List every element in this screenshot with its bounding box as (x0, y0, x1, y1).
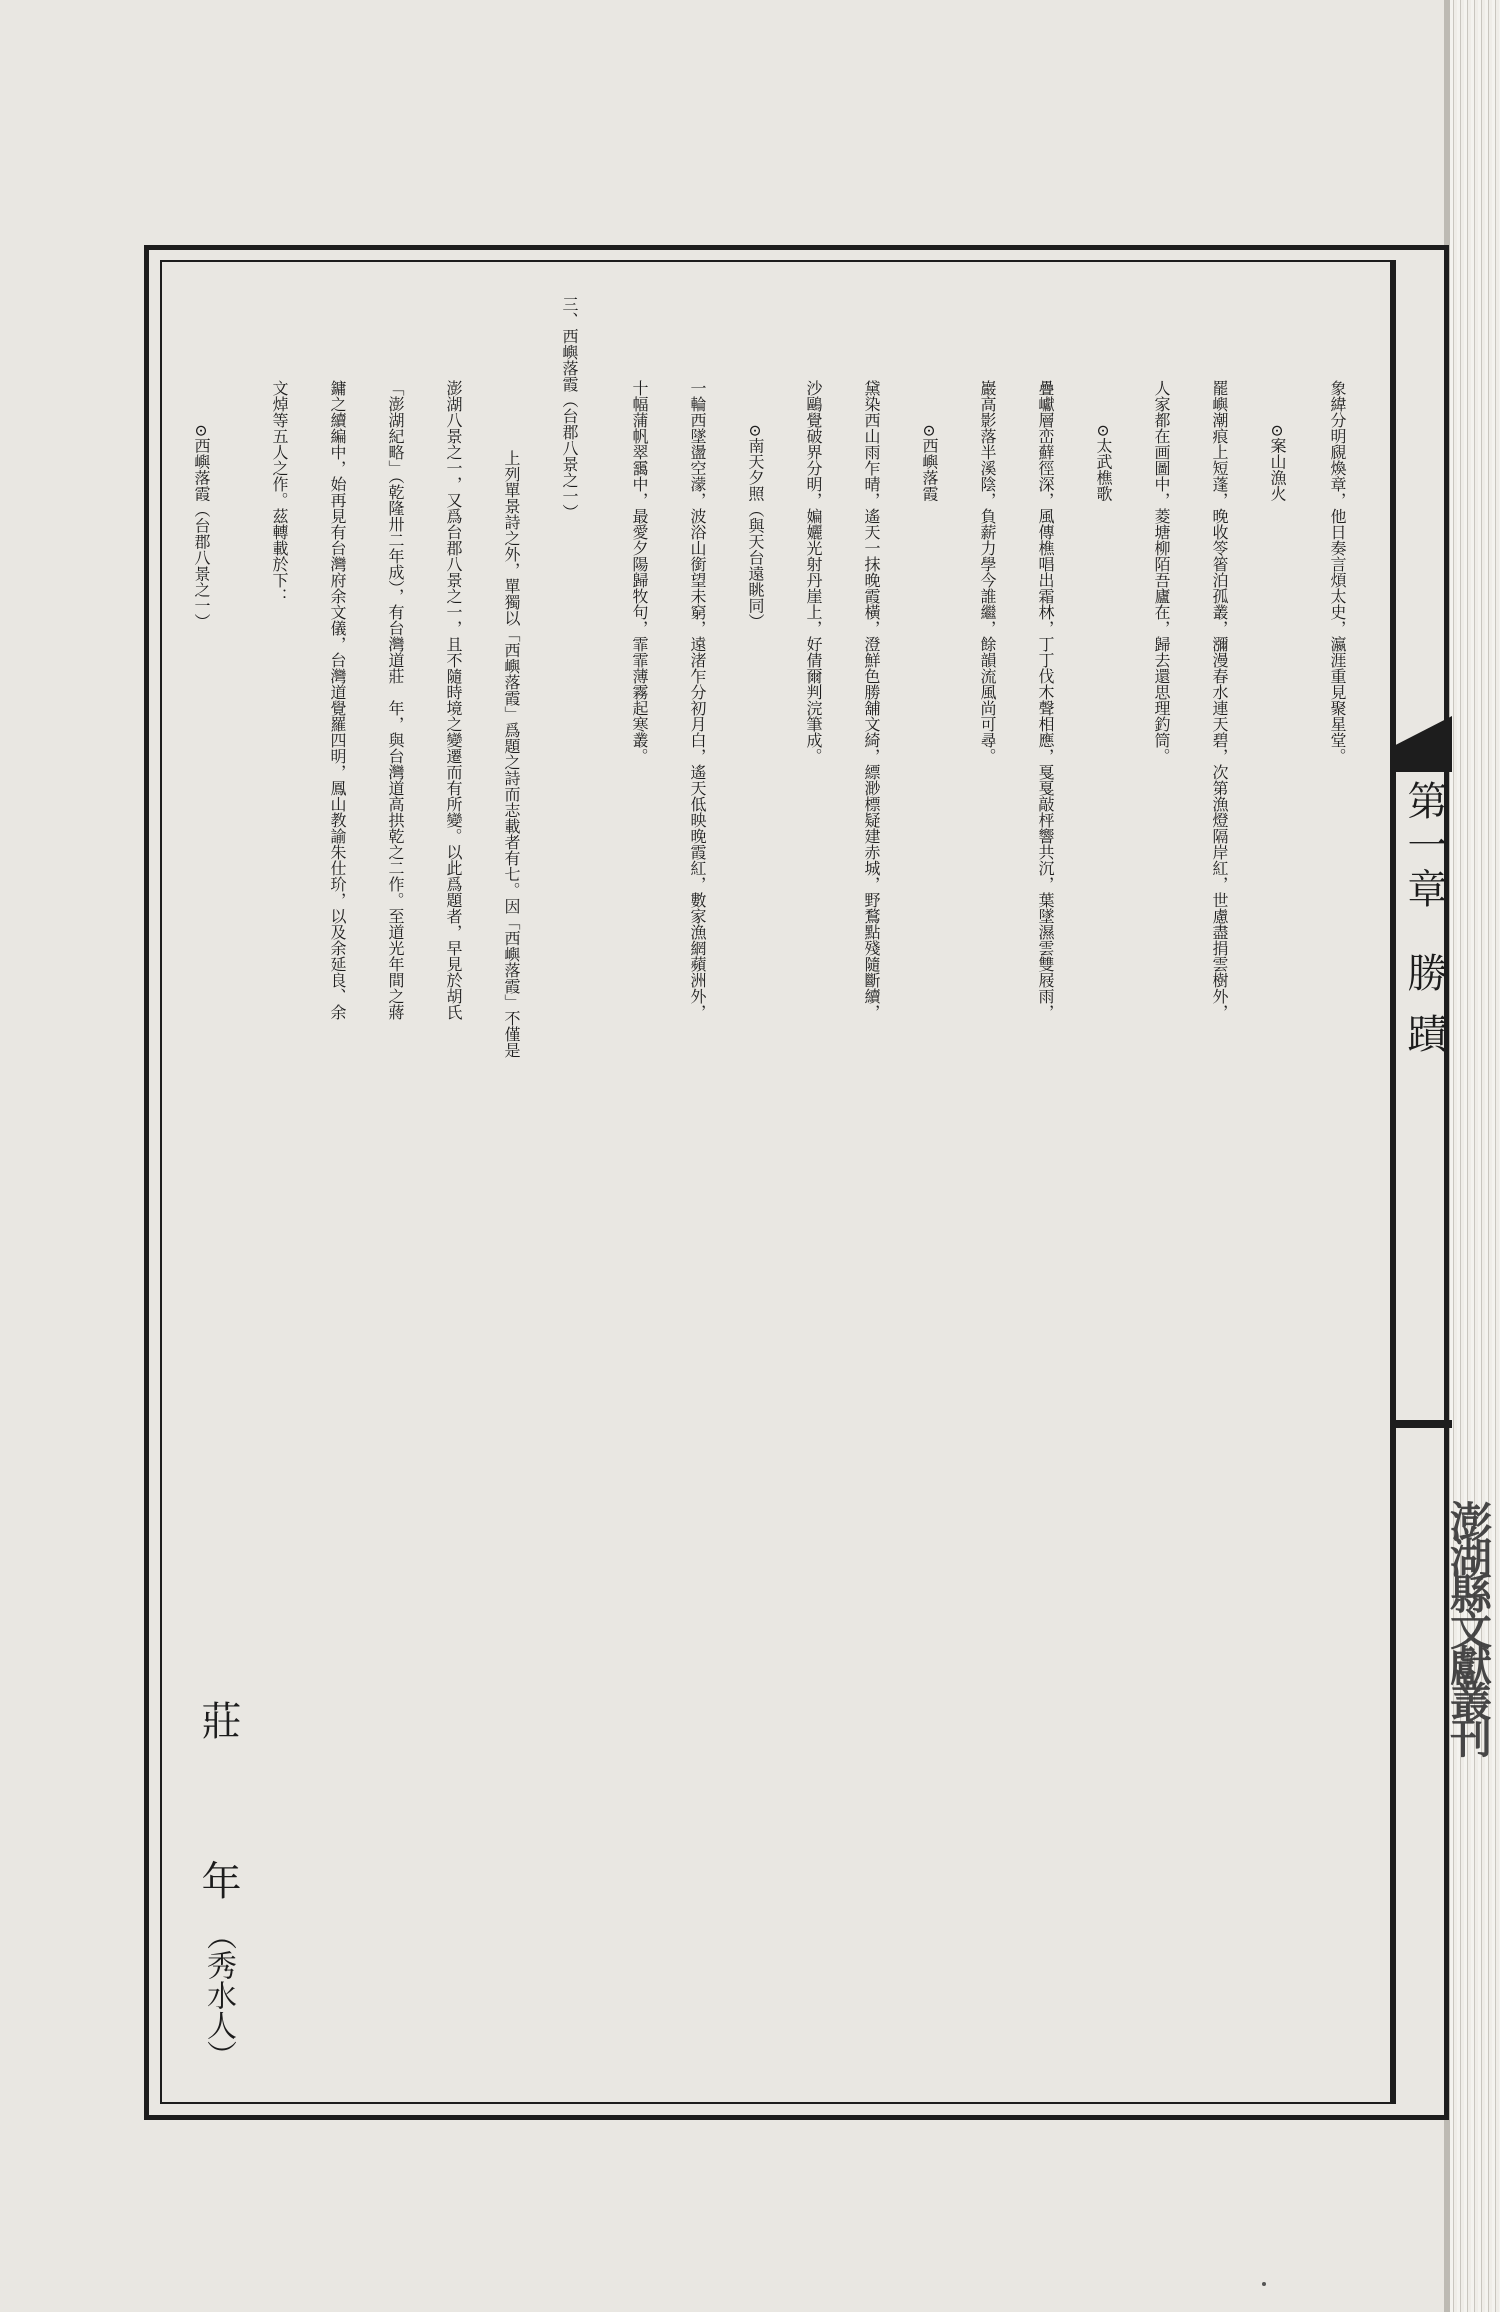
text-column: 十幅蒲帆翠靄中，最愛夕陽歸牧句，霏霏薄霧起寒叢。 (630, 380, 649, 764)
text-column: 上列單景詩之外，單獨以「西嶼落霞」爲題之詩而志載者有七。因「西嶼落霞」不僅是 (502, 450, 521, 1058)
text-column: 一輪西墜盪空濛，波浴山銜望未窮，遠渚乍分初月白，遙天低映晚霞紅，數家漁網蘋洲外， (688, 380, 707, 1020)
author-name: 莊 (195, 1700, 241, 1740)
text-column: 文焯等五人之作。茲轉載於下： (270, 380, 289, 604)
text-column: 鏞之續編中，始再見有台灣府余文儀，台灣道覺羅四明，鳳山教諭朱仕玠，以及余延良、余 (328, 380, 347, 1020)
edge-bleed-text: 澎湖縣文獻叢刊 (1444, 1500, 1493, 1752)
author-name-suffix: 年 (195, 1860, 241, 1900)
running-header (1398, 780, 1450, 1057)
paper-speck (1262, 2282, 1266, 2286)
text-column: 巖高影落半溪陰，負薪力學今誰繼，餘韻流風尚可尋。 (978, 380, 997, 764)
poem-heading: ⊙太武樵歌 (1094, 424, 1113, 502)
chapter-label: 第一章 (1401, 780, 1447, 912)
chapter-title: 勝 蹟 (1401, 952, 1447, 1057)
author-origin: （秀水人） (201, 1920, 236, 2070)
text-column: 象緯分明覛煥章，他日奏言煩太史，瀛涯重見聚星堂。 (1328, 380, 1347, 764)
text-column: 澎湖八景之一，又爲台郡八景之一，且不隨時境之變遷而有所變。以此爲題者，早見於胡氏 (444, 380, 463, 1020)
poem-heading: ⊙西嶼落霞（台郡八景之一） (192, 424, 211, 630)
poem-heading: ⊙南天夕照（與天台遠眺同） (746, 424, 765, 630)
chapter-tab-rule (1392, 1420, 1452, 1428)
text-column: 罷嶼潮痕上短蓬，晚收笭箵泊孤叢，瀰漫春水連天碧，次第漁燈隔岸紅，世慮盡捐雲樹外， (1210, 380, 1229, 1020)
text-column: 「澎湖紀略」（乾隆卅二年成），有台灣道莊 年，與台灣道高拱乾之二作。至道光年間之蔣 (386, 380, 405, 1020)
poem-heading: ⊙西嶼落霞 (920, 424, 939, 502)
page-stack-edge (1450, 0, 1500, 2312)
text-column: 疊巘層峦蘚徑深，風傳樵唱出霜林，丁丁伐木聲相應，戛戛敲枰響共沉，葉墜濕雲雙屐雨， (1036, 380, 1055, 1020)
text-column: 人家都在画圖中，菱塘柳陌吾廬在，歸去還思理釣筒。 (1152, 380, 1171, 764)
header-divider (1392, 260, 1396, 2104)
poem-heading: ⊙案山漁火 (1268, 424, 1287, 502)
section-heading: 三、西嶼落霞（台郡八景之一） (560, 296, 579, 520)
text-column: 沙鷗覺破界分明，媥孋光射丹崖上，好倩爾判浣筆成。 (804, 380, 823, 764)
text-column: 黛染西山雨乍晴，遙天一抹晚霞橫，澄鮮色勝舖文綺，縹渺標疑建赤城，野鶩點殘隨斷續， (862, 380, 881, 1020)
